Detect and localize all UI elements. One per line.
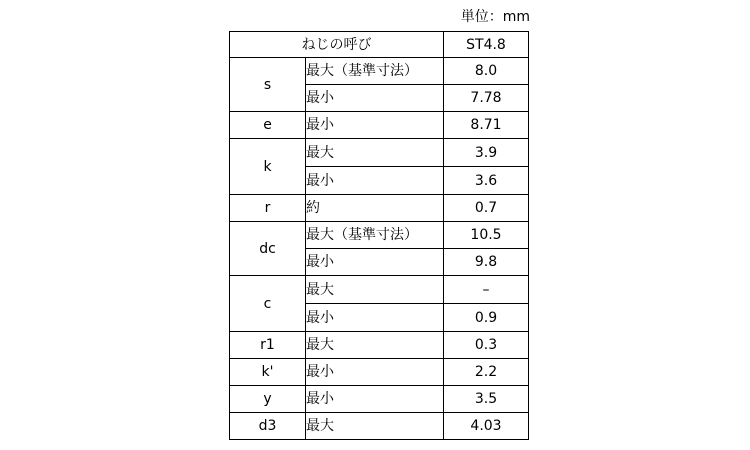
limit-label: 最大 [306,276,444,304]
limit-label: 最小 [306,359,444,386]
table-row [230,413,529,440]
table-row [230,195,529,222]
limit-label: 最大 [306,413,444,440]
dimension-value: 8.0 [444,58,529,85]
limit-label: 最大（基準寸法） [306,58,444,85]
table-row [230,222,529,249]
table-row [230,359,529,386]
limit-label: 最小 [306,112,444,139]
limit-label: 最小 [306,304,444,332]
dimension-value: 9.8 [444,249,529,276]
dimension-value: 7.78 [444,85,529,112]
thread-name-header: ねじの呼び [230,32,444,58]
dimension-value: 3.5 [444,386,529,413]
limit-label: 約 [306,195,444,222]
unit-label: 単位：mm [460,9,530,25]
dimension-value: 0.7 [444,195,529,222]
dimension-symbol: e [230,112,306,139]
limit-label: 最大（基準寸法） [306,222,444,249]
limit-label: 最小 [306,386,444,413]
table-row [230,139,529,167]
limit-label: 最大 [306,332,444,359]
dimension-value: 3.9 [444,139,529,167]
dimension-value: 4.03 [444,413,529,440]
dimension-symbol: k' [230,359,306,386]
dimension-value: 8.71 [444,112,529,139]
limit-label: 最小 [306,85,444,112]
dimension-value: 0.3 [444,332,529,359]
table-row [230,58,529,85]
limit-label: 最小 [306,167,444,195]
dimension-symbol: c [230,276,306,332]
dimension-symbol: s [230,58,306,112]
dimension-symbol: r [230,195,306,222]
limit-label: 最大 [306,139,444,167]
thread-size-header: ST4.8 [444,32,529,58]
dimension-value: 3.6 [444,167,529,195]
dimension-symbol: y [230,386,306,413]
limit-label: 最小 [306,249,444,276]
dimension-symbol: k [230,139,306,195]
dimension-value: 10.5 [444,222,529,249]
table-row [230,332,529,359]
dimension-value: – [444,276,529,304]
table-row [230,112,529,139]
dimension-symbol: r1 [230,332,306,359]
dimension-table [229,31,529,440]
table-row [230,276,529,304]
dimension-symbol: d3 [230,413,306,440]
dimension-symbol: dc [230,222,306,276]
header-row [230,32,529,58]
dimension-value: 0.9 [444,304,529,332]
dimension-value: 2.2 [444,359,529,386]
table-row [230,386,529,413]
